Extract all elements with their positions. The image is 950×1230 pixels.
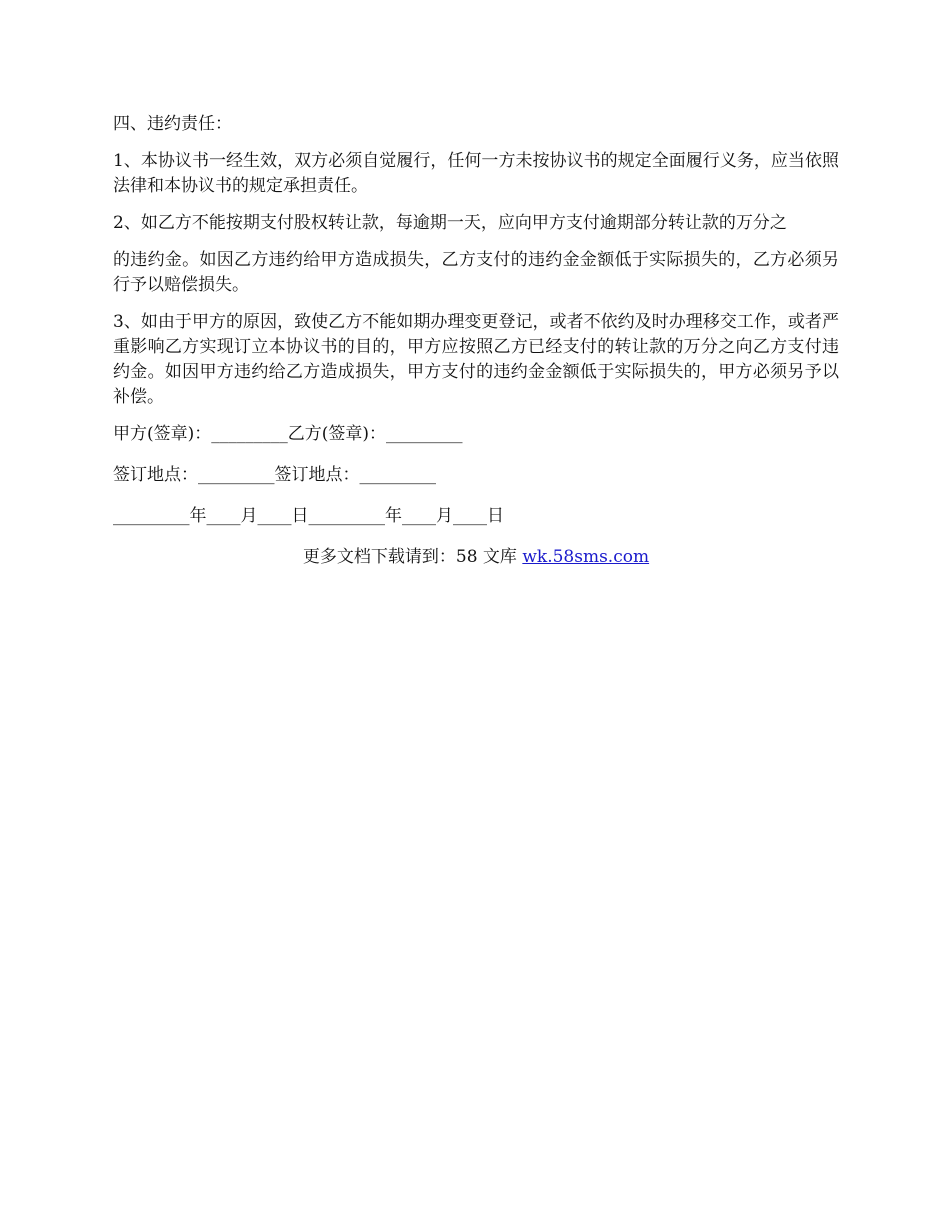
footer-text: 更多文档下载请到：58 文库 [302, 547, 523, 567]
document-page [113, 112, 839, 570]
signature-line: 甲方(签章)：_________乙方(签章)：_________ [113, 424, 463, 444]
clause-2: 2、如乙方不能按期支付股权转让款，每逾期一天，应向甲方支付逾期部分转让款的万分之 [113, 213, 787, 233]
section-title: 四、违约责任： [113, 114, 232, 134]
clause-3: 3、如由于甲方的原因，致使乙方不能如期办理变更登记，或者不依约及时办理移交工作，或者严重影响乙方实现订立本协议书的目的，甲方应按照乙方已经支付的转让款的万分之向乙方支付违约金。如因甲方违约给乙方造成损失，甲方支付的违约金金额低于实际损失的，甲方必须另予以补偿。 [113, 312, 839, 407]
date-line: _________年____月____日_________年____月____日 [113, 506, 504, 526]
footer-note [113, 545, 839, 570]
signing-place-line: 签订地点：_________签订地点：_________ [113, 465, 436, 485]
clause-2-continued: 的违约金。如因乙方违约给甲方造成损失，乙方支付的违约金金额低于实际损失的，乙方必须另行予以赔偿损失。 [113, 250, 839, 295]
clause-1: 1、本协议书一经生效，双方必须自觉履行，任何一方未按协议书的规定全面履行义务，应当依照法律和本协议书的规定承担责任。 [113, 151, 839, 196]
footer-link[interactable]: wk.58sms.com [522, 547, 650, 567]
